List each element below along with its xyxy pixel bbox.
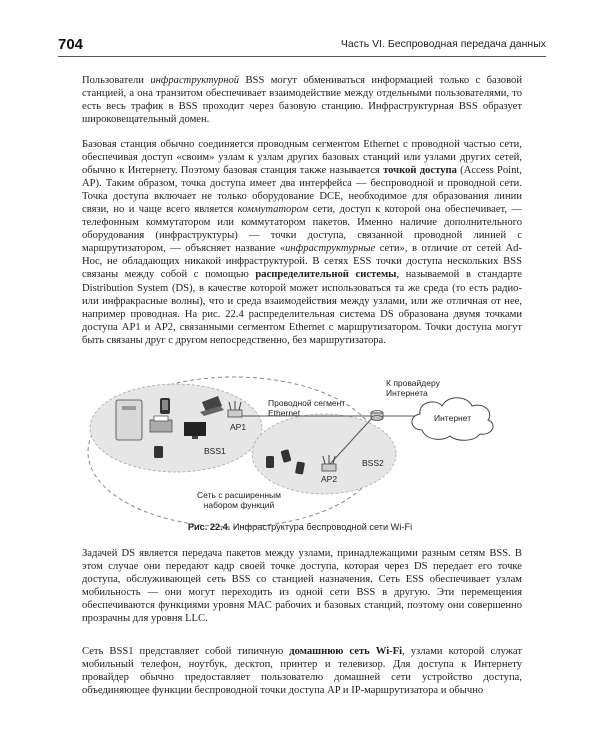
label-bss1: BSS1 <box>204 446 226 456</box>
header-rule <box>58 56 546 57</box>
figure-wifi-infrastructure <box>84 372 516 530</box>
term-home-wifi: домашнюю сеть Wi-Fi <box>289 646 403 657</box>
label-wired-segment: Проводной сегмент Ethernet <box>268 398 346 418</box>
term-switch: коммутатором <box>237 204 309 216</box>
page-header <box>58 36 546 58</box>
label-internet: Интернет <box>434 413 472 423</box>
label-ap1: AP1 <box>230 422 247 432</box>
phone-small-icon <box>154 446 163 458</box>
term-access-point: точкой доступа <box>383 165 457 177</box>
figure-caption: Рис. 22.4. Инфраструктура беспроводной сети Wi-Fi <box>187 522 413 532</box>
page-number: 704 <box>58 36 84 53</box>
paragraph-ds-task: Задачей DS является передача пакетов между узлами, принадлежащими разным сетям BSS. В этом случае они передают кадр своей точке доступа, которая через DS передает его точке доступа, обслуживающей сеть BSS со станцией назначения. Сеть ESS обеспечивает узлам мобильность — они могут переходить из одной сети BSS в другую. Эти перемещения обеспечиваются функциями уровня MAC рабочих и базовых станций, поэтому они совершенно прозрачны для уровня LLC. <box>82 548 522 625</box>
mobile-phone-icon <box>160 398 170 414</box>
label-extended-set: Сеть с расширенным набором функций <box>197 490 281 510</box>
running-head: Часть VI. Беспроводная передача данных <box>340 38 546 50</box>
label-to-provider: К провайдеру Интернета <box>386 378 440 398</box>
paragraph-base-station: Базовая станция обычно соединяется проводным сегментом Ethernet с проводной частью сети, обеспечивая доступ «своим» узлам к узлам других базовых станций или узлами других сетей, обычно к Интернету. Поэтому базовая станция также называется точкой доступа (Access Point, AP). Таким образом, точка доступа имеет два интерфейса — беспроводной и проводной сети. Точка доступа включает не только оборудование DCE, необходимое для образования линии связи, но и чаще всего является коммутатором сети, доступ к которой она обеспечивает, — телефонным коммутатором или коммутатором пакетов. Именно наличие дополнительного оборудования (инфраструктуры) — точки доступа, связанной проводной линией с маршрутизатором, — объясняет название «инфраструктурные сети», в отличие от сетей Ad-Hoc, не обладающих никакой инфраструктурой. В сетях ESS точки доступа нескольких BSS связаны между собой с помощью распределительной системы, называемой в стандарте Distribution System (DS), в качестве которой может использоваться та же среда (то есть радио- или инфракрасные волны), что и среда взаимодействия между узлами, или же отличная от нее, например проводная. На рис. 22.4 распределительная система DS образована двумя точками доступа AP1 и AP2, связанными сегментом Ethernet с маршрутизатором. Точки доступа могут быть связаны друг с другом непосредственно, без маршрутизатора. <box>82 139 522 346</box>
router-icon <box>371 411 383 421</box>
term-distribution-system: распределительной системы <box>255 269 397 281</box>
term-infrastructure: инфраструктурной <box>150 75 240 86</box>
label-bss2: BSS2 <box>362 458 384 468</box>
term-infrastructure-networks: инфраструктурные <box>285 243 376 255</box>
desktop-icon <box>116 400 142 440</box>
bss2-phone-1-icon <box>266 456 274 468</box>
paragraph-home-network: Сеть BSS1 представляет собой типичную домашнюю сеть Wi-Fi, узлами которой служат мобильный телефон, ноутбук, десктоп, принтер и телевизор. Для доступа к Интернету провайдер обычно предоставляет пользователю домашней сети устройство доступа, объединяющее функции беспроводной точки доступа AP и IP-маршрутизатора и обычно <box>82 646 522 697</box>
paragraph-infrastructure-bss: Пользователи инфраструктурной BSS могут обмениваться информацией только с базовой станцией, а она транзитом обеспечивает взаимодействие между отдельными пользователями, то есть весь трафик в BSS проходит через базовую станцию. Инфраструктурная BSS образует широковещательный домен. <box>82 75 522 126</box>
label-ap2: AP2 <box>321 474 338 484</box>
